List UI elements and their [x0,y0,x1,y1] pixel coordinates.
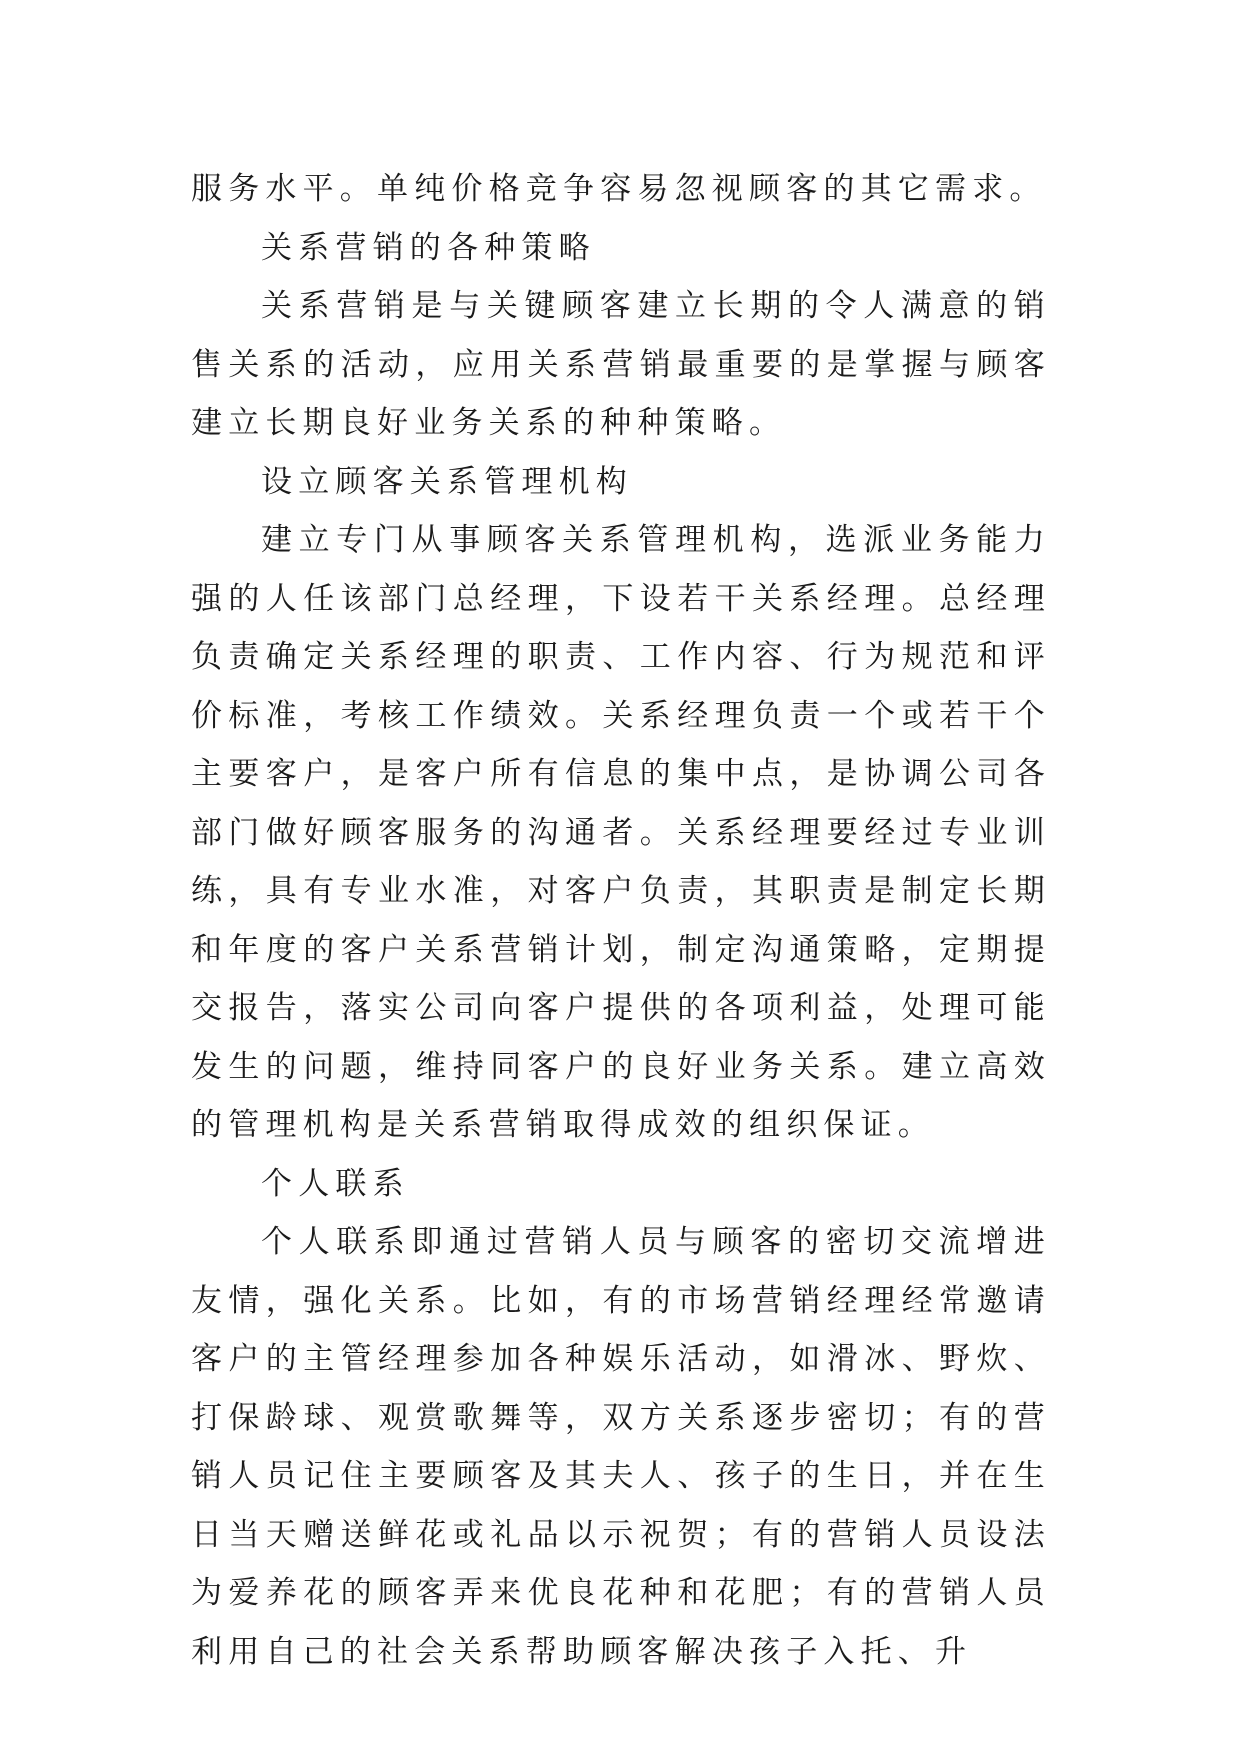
paragraph-personal-contact: 个人联系即通过营销人员与顾客的密切交流增进友情，强化关系。比如，有的市场营销经理经常邀请客户的主管经理参加各种娱乐活动，如滑冰、野炊、打保龄球、观赏歌舞等，双方关系逐步密切；有的营销人员记住主要顾客及其夫人、孩子的生日，并在生日当天赠送鲜花或礼品以示祝贺；有的营销人员设法为爱养花的顾客弄来优良花种和花肥；有的营销人员利用自己的社会关系帮助顾客解决孩子入托、升 [191,1224,1051,1670]
paragraph-customer-management-org: 建立专门从事顾客关系管理机构，选派业务能力强的人任该部门总经理，下设若干关系经理。总经理负责确定关系经理的职责、工作内容、行为规范和评价标准，考核工作绩效。关系经理负责一个或若干个主要客户，是客户所有信息的集中点，是协调公司各部门做好顾客服务的沟通者。关系经理要经过专业训练，具有专业水准，对客户负责，其职责是制定长期和年度的客户关系营销计划，制定沟通策略，定期提交报告，落实公司向客户提供的各项利益，处理可能发生的问题，维持同客户的良好业务关系。建立高效的管理机构是关系营销取得成效的组织保证。 [191,522,1051,1143]
paragraph-continued: 服务水平。单纯价格竞争容易忽视顾客的其它需求。 [191,171,1047,207]
paragraph-relationship-marketing-definition: 关系营销是与关键顾客建立长期的令人满意的销售关系的活动，应用关系营销最重要的是掌握与顾客建立长期良好业务关系的种种策略。 [191,288,1051,441]
section-heading-personal-contact: 个人联系 [261,1165,410,1202]
document-body [191,160,1051,1681]
section-heading-relationship-strategies: 关系营销的各种策略 [261,229,596,266]
section-heading-customer-management-org: 设立顾客关系管理机构 [261,463,633,500]
